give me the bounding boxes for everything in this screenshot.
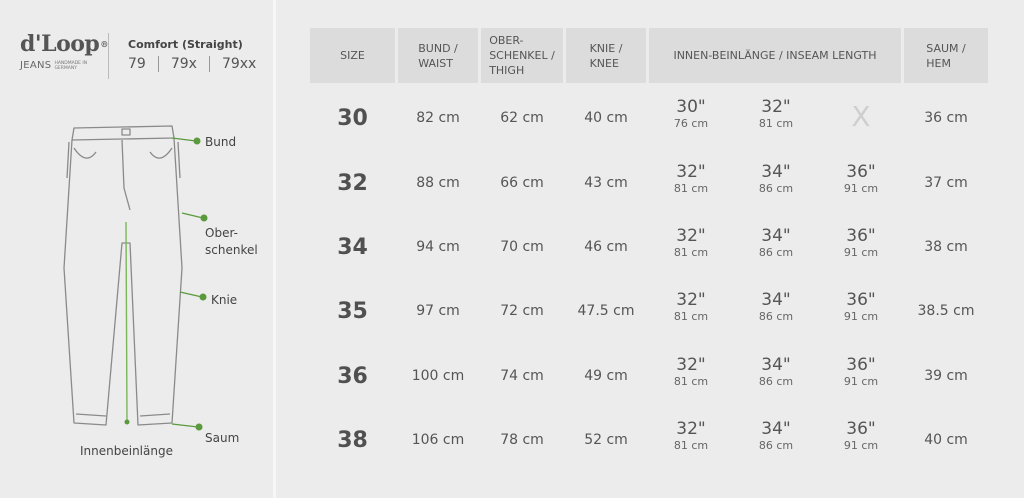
header-size: SIZE xyxy=(310,28,395,83)
knee-value: 40 cm xyxy=(584,110,628,126)
size-value: 38 xyxy=(337,427,368,453)
inseam-option: 36" 91 cm xyxy=(843,162,879,195)
model-variant: 79xx xyxy=(221,56,257,72)
logo-text: d'Loop xyxy=(20,31,100,57)
inseam-option: 32" 81 cm xyxy=(673,355,709,388)
inseam-option: 30" 76 cm xyxy=(673,97,709,130)
inseam-option: 36" 91 cm xyxy=(843,290,879,323)
inseam-option: 36" 91 cm xyxy=(843,419,879,452)
hem-value: 39 cm xyxy=(924,368,968,384)
knee-value: 47.5 cm xyxy=(577,303,635,319)
waist-value: 94 cm xyxy=(416,239,460,255)
inseam-option: 36" 91 cm xyxy=(843,226,879,259)
hem-value: 38 cm xyxy=(924,239,968,255)
header-thigh: OBER- SCHENKEL / THIGH xyxy=(481,28,563,83)
thigh-value: 72 cm xyxy=(500,303,544,319)
knee-value: 49 cm xyxy=(584,368,628,384)
callout-saum: Saum xyxy=(205,431,240,445)
header-knee: KNIE / KNEE xyxy=(566,28,646,83)
inseam-unavailable-icon: X xyxy=(851,100,871,133)
knee-value: 46 cm xyxy=(584,239,628,255)
callout-knie: Knie xyxy=(211,293,238,307)
logo-jeans-text: JEANS xyxy=(20,60,52,71)
waist-value: 82 cm xyxy=(416,110,460,126)
waist-value: 97 cm xyxy=(416,303,460,319)
model-variant: 79x xyxy=(170,56,197,72)
callout-innenbeinlaenge: Innenbeinlänge xyxy=(80,444,173,458)
logo-handmade-text: HANDMADE IN GERMANY xyxy=(54,61,88,71)
model-variant: 79 xyxy=(128,56,146,72)
knee-value: 43 cm xyxy=(584,175,628,191)
size-guide-illustration-panel xyxy=(0,0,273,498)
thigh-value: 74 cm xyxy=(500,368,544,384)
thigh-value: 66 cm xyxy=(500,175,544,191)
inseam-option: 34" 86 cm xyxy=(758,290,794,323)
inseam-option: 34" 86 cm xyxy=(758,419,794,452)
hem-value: 38.5 cm xyxy=(917,303,975,319)
inseam-option: 34" 86 cm xyxy=(758,355,794,388)
size-value: 32 xyxy=(337,170,368,196)
registered-mark: ® xyxy=(100,39,108,49)
header-hem: SAUM / HEM xyxy=(904,28,988,83)
size-value: 36 xyxy=(337,363,368,389)
model-title: Comfort (Straight) xyxy=(128,38,243,51)
inseam-option: 32" 81 cm xyxy=(673,290,709,323)
callout-bund: Bund xyxy=(205,135,237,149)
header-inseam: INNEN-BEINLÄNGE / INSEAM LENGTH xyxy=(649,28,901,83)
inseam-option: 32" 81 cm xyxy=(673,419,709,452)
hem-value: 40 cm xyxy=(924,432,968,448)
thigh-value: 78 cm xyxy=(500,432,544,448)
inseam-option: 36" 91 cm xyxy=(843,355,879,388)
waist-value: 106 cm xyxy=(411,432,465,448)
size-value: 30 xyxy=(337,105,368,131)
inseam-option: 32" 81 cm xyxy=(673,162,709,195)
waist-value: 100 cm xyxy=(411,368,465,384)
thigh-value: 62 cm xyxy=(500,110,544,126)
waist-value: 88 cm xyxy=(416,175,460,191)
hem-value: 36 cm xyxy=(924,110,968,126)
size-value: 34 xyxy=(337,234,368,260)
inseam-option: 34" 86 cm xyxy=(758,226,794,259)
thigh-value: 70 cm xyxy=(500,239,544,255)
header-waist: BUND / WAIST xyxy=(398,28,478,83)
knee-value: 52 cm xyxy=(584,432,628,448)
inseam-option: 34" 86 cm xyxy=(758,162,794,195)
inseam-option: 32" 81 cm xyxy=(673,226,709,259)
inseam-option: 32" 81 cm xyxy=(758,97,794,130)
hem-value: 37 cm xyxy=(924,175,968,191)
size-value: 35 xyxy=(337,298,368,324)
callout-oberschenkel-line2: schenkel xyxy=(205,243,258,257)
callout-oberschenkel-line1: Ober- xyxy=(205,226,238,240)
